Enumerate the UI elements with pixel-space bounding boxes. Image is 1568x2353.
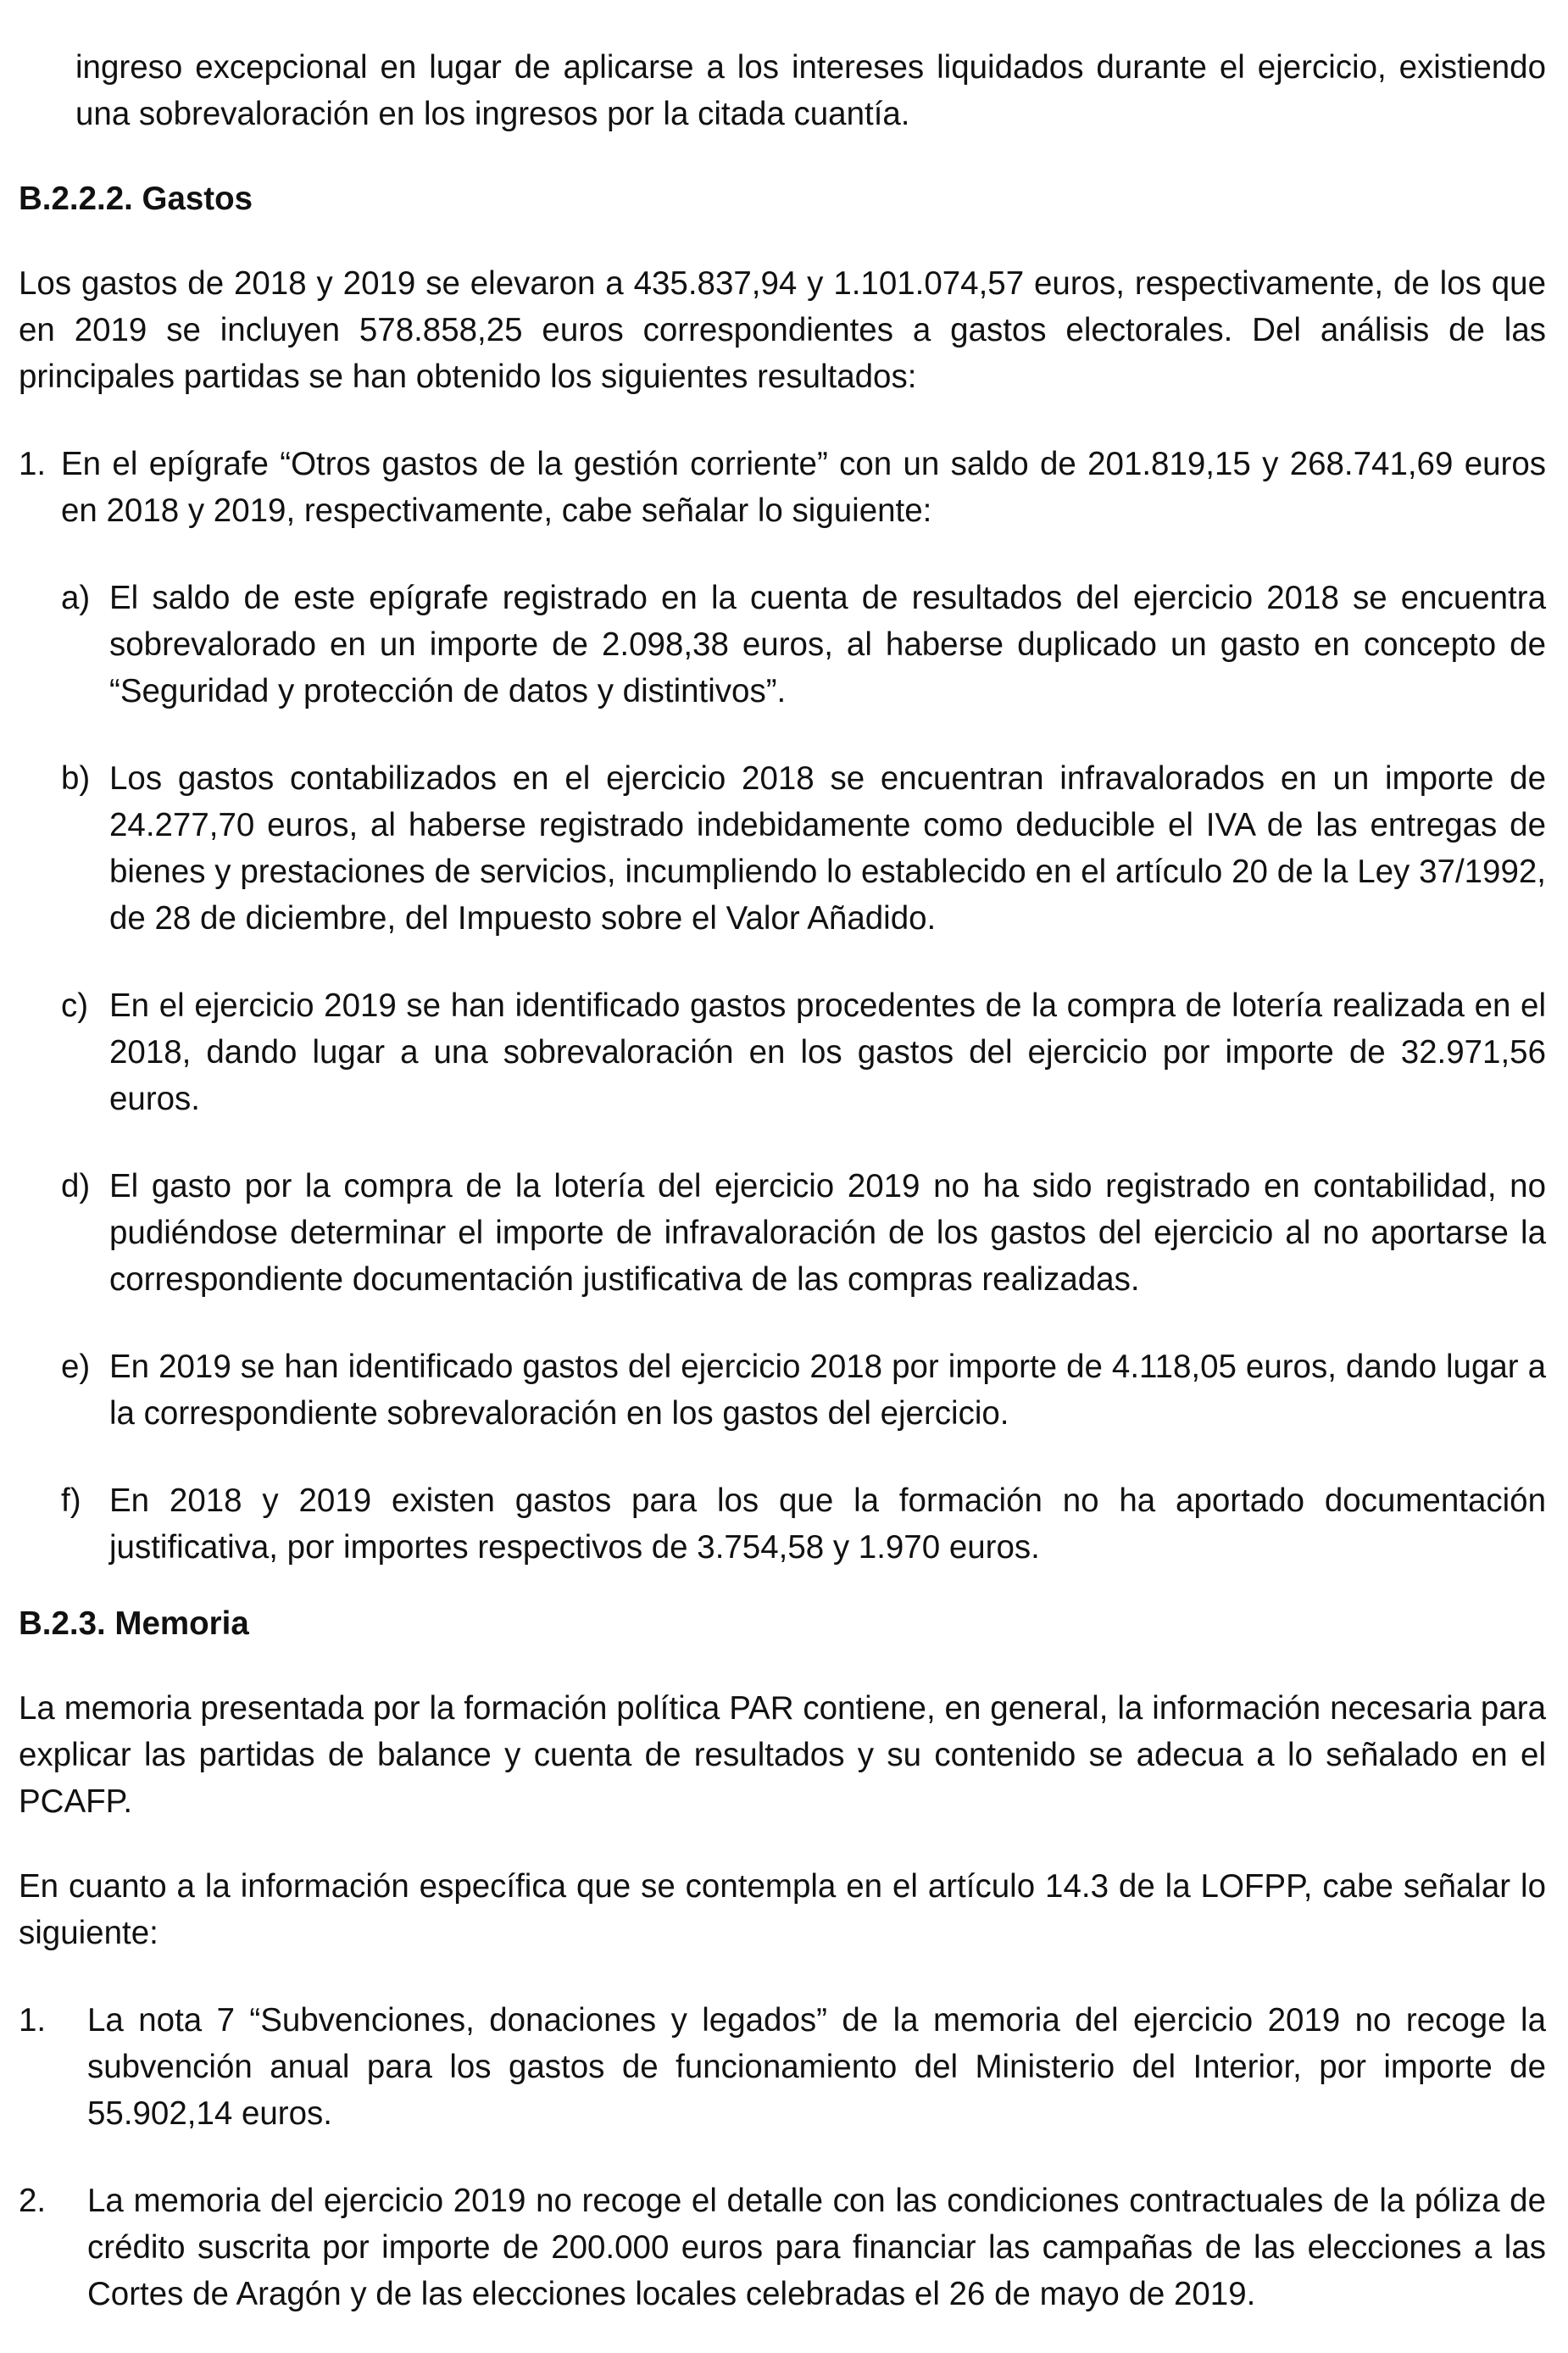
gastos-item-1 bbox=[19, 441, 1546, 534]
gastos-subitem-d bbox=[19, 1163, 1546, 1303]
item-text: En 2018 y 2019 existen gastos para los que la formación no ha aportado documentación justificativa, por importes respectivos de 3.754,58 y 1.970 euros. bbox=[109, 1482, 1546, 1566]
intro-continuation: ingreso excepcional en lugar de aplicarse a los intereses liquidados durante el ejercicio, existiendo una sobrevaloración en los ingresos por la citada cuantía. bbox=[75, 49, 1546, 132]
item-marker: d) bbox=[61, 1168, 91, 1204]
memoria-paragraph-2: En cuanto a la información específica que se contempla en el artículo 14.3 de la LOFPP, cabe señalar lo siguiente: bbox=[19, 1868, 1546, 1951]
item-text: El saldo de este epígrafe registrado en la cuenta de resultados del ejercicio 2018 se encuentra sobrevalorado en un importe de 2.098,38 euros, al haberse duplicado un gasto en concepto de “Seguridad y protección de datos y distintivos”. bbox=[109, 580, 1546, 709]
item-text: En el epígrafe “Otros gastos de la gestión corriente” con un saldo de 201.819,15 y 268.741,69 euros en 2018 y 2019, respectivamente, cabe señalar lo siguiente: bbox=[61, 446, 1546, 529]
item-text: El gasto por la compra de la lotería del ejercicio 2019 no ha sido registrado en contabilidad, no pudiéndose determinar el importe de infravaloración de los gastos del ejercicio al no aportarse la correspondiente documentación justificativa de las compras realizadas. bbox=[109, 1168, 1546, 1298]
gastos-subitem-e bbox=[19, 1343, 1546, 1437]
item-marker: 2. bbox=[19, 2183, 47, 2219]
gastos-subitem-f bbox=[19, 1477, 1546, 1571]
heading-gastos: B.2.2.2. Gastos bbox=[19, 181, 253, 217]
item-marker: a) bbox=[61, 580, 91, 616]
item-text: La memoria del ejercicio 2019 no recoge el detalle con las condiciones contractuales de la póliza de crédito suscrita por importe de 200.000 euros para financiar las campañas de las elecciones a las Cortes de Aragón y de las elecciones locales celebradas el 26 de mayo de 2019. bbox=[87, 2183, 1546, 2312]
item-text: En el ejercicio 2019 se han identificado gastos procedentes de la compra de lotería realizada en el 2018, dando lugar a una sobrevaloración en los gastos del ejercicio por importe de 32.971,56 euros. bbox=[109, 987, 1546, 1117]
item-marker: f) bbox=[61, 1482, 81, 1519]
item-text: La nota 7 “Subvenciones, donaciones y legados” de la memoria del ejercicio 2019 no recoge la subvención anual para los gastos de funcionamiento del Ministerio del Interior, por importe de 55.902,14 euros. bbox=[87, 2002, 1546, 2132]
item-marker: 1. bbox=[19, 2002, 47, 2039]
memoria-item-1 bbox=[19, 1997, 1546, 2137]
gastos-paragraph: Los gastos de 2018 y 2019 se elevaron a 435.837,94 y 1.101.074,57 euros, respectivamente, de los que en 2019 se incluyen 578.858,25 euros correspondientes a gastos electorales. Del análisis de las principales partidas se han obtenido los siguientes resultados: bbox=[19, 265, 1546, 395]
gastos-subitem-b bbox=[19, 755, 1546, 942]
item-text: En 2019 se han identificado gastos del ejercicio 2018 por importe de 4.118,05 euros, dando lugar a la correspondiente sobrevaloración en los gastos del ejercicio. bbox=[109, 1349, 1546, 1432]
item-marker: c) bbox=[61, 987, 89, 1024]
memoria-item-2 bbox=[19, 2178, 1546, 2317]
gastos-subitem-a bbox=[19, 575, 1546, 715]
heading-memoria: B.2.3. Memoria bbox=[19, 1605, 249, 1642]
item-text: Los gastos contabilizados en el ejercicio 2018 se encuentran infravalorados en un importe de 24.277,70 euros, al haberse registrado indebidamente como deducible el IVA de las entregas de bienes y prestaciones de servicios, incumpliendo lo establecido en el artículo 20 de la Ley 37/1992, de 28 de diciembre, del Impuesto sobre el Valor Añadido. bbox=[109, 760, 1546, 937]
gastos-subitem-c bbox=[19, 982, 1546, 1122]
item-marker: e) bbox=[61, 1349, 91, 1385]
item-marker: 1. bbox=[19, 446, 47, 482]
memoria-paragraph-1: La memoria presentada por la formación política PAR contiene, en general, la información necesaria para explicar las partidas de balance y cuenta de resultados y su contenido se adecua a lo señalado en el PCAFP. bbox=[19, 1690, 1546, 1820]
item-marker: b) bbox=[61, 760, 91, 797]
